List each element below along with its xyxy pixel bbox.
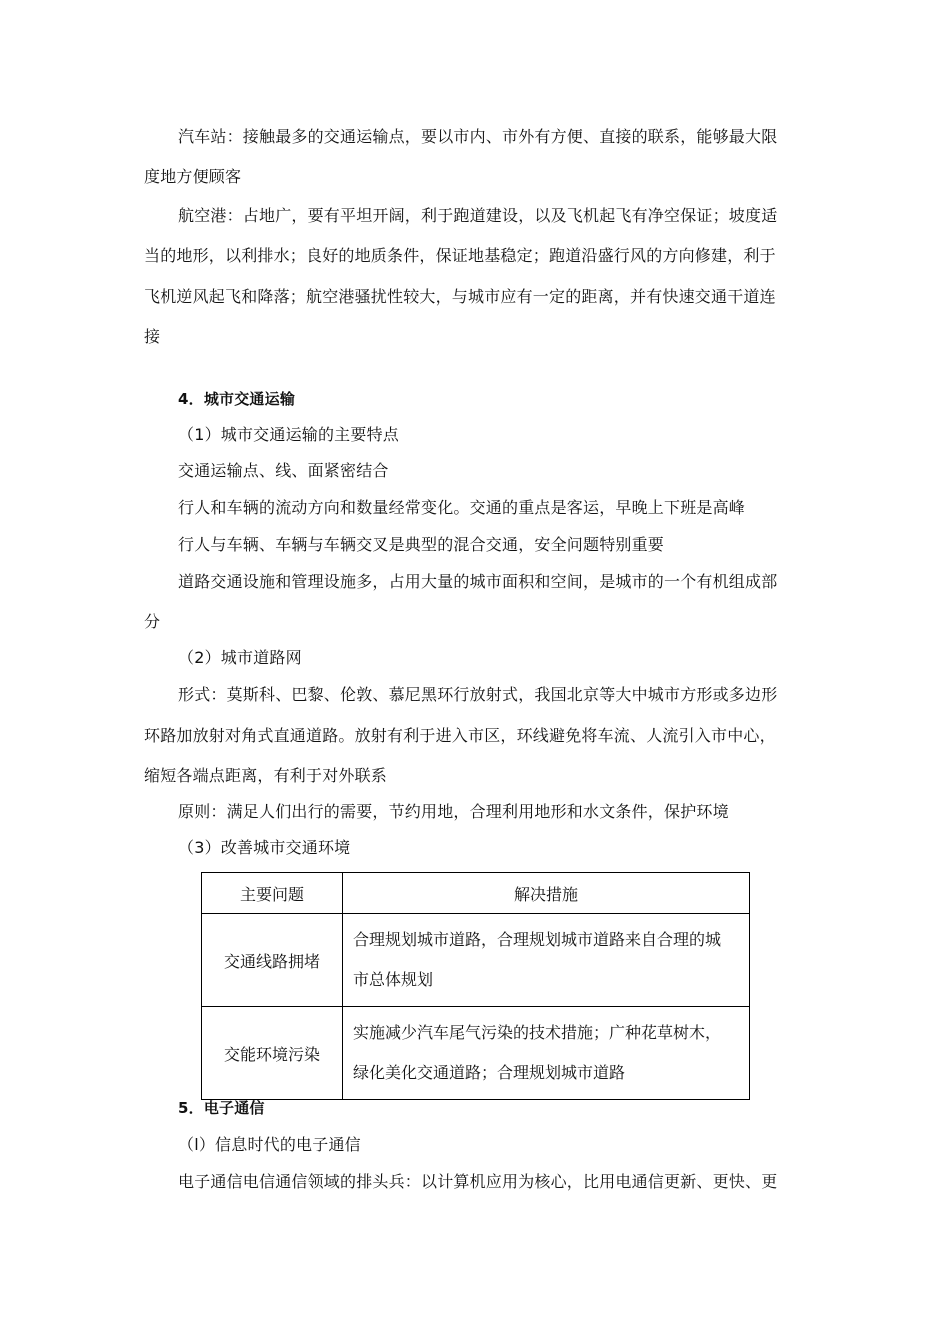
text-line: 道路交通设施和管理设施多，占用大量的城市面积和空间，是城市的一个有机组成部 [178, 572, 778, 591]
text-line: 汽车站：接触最多的交通运输点，要以市内、市外有方便、直接的联系，能够最大限 [178, 127, 778, 146]
table-header-cell: 主要问题 [202, 873, 343, 914]
text-line: 交通运输点、线、面紧密结合 [178, 461, 389, 480]
table-row [202, 914, 750, 1007]
table-header-cell: 解决措施 [343, 873, 750, 914]
text-line: 原则：满足人们出行的需要，节约用地，合理利用地形和水文条件，保护环境 [178, 802, 729, 821]
text-line: 分 [144, 612, 161, 631]
text-line: 环路加放射对角式直通道路。放射有利于进入市区，环线避免将车流、人流引入市中心， [144, 726, 776, 745]
text-line: 航空港：占地广，要有平坦开阔，利于跑道建设，以及飞机起飞有净空保证；坡度适 [178, 206, 778, 225]
table-cell-problem: 交能环境污染 [202, 1007, 343, 1100]
text-line: 电子通信电信通信领域的排头兵：以计算机应用为核心，比用电通信更新、更快、更 [178, 1172, 778, 1191]
subsection-heading: （1）城市交通运输的主要特点 [178, 425, 399, 444]
table-cell-problem: 交通线路拥堵 [202, 914, 343, 1007]
text-line: 缩短各端点距离，有利于对外联系 [144, 766, 388, 785]
text-line: 行人和车辆的流动方向和数量经常变化。交通的重点是客运，早晚上下班是高峰 [178, 498, 746, 517]
traffic-solutions-table [201, 872, 750, 1100]
table-header-row [202, 873, 750, 914]
subsection-heading: （3）改善城市交通环境 [178, 838, 351, 857]
text-line: 度地方便顾客 [144, 167, 242, 186]
table-cell-measure [343, 1007, 750, 1100]
section-heading: 5．电子通信 [178, 1099, 265, 1117]
text-line: 当的地形，以利排水；良好的地质条件，保证地基稳定；跑道沿盛行风的方向修建，利于 [144, 246, 776, 265]
text-line: 行人与车辆、车辆与车辆交叉是典型的混合交通，安全问题特别重要 [178, 535, 665, 554]
text-line: 飞机逆风起飞和降落；航空港骚扰性较大，与城市应有一定的距离，并有快速交通干道连 [144, 287, 776, 306]
table-cell-measure [343, 914, 750, 1007]
section-heading: 4．城市交通运输 [178, 390, 296, 408]
measure-line: 合理规划城市道路，合理规划城市道路来自合理的城 [353, 930, 722, 949]
text-line: 形式：莫斯科、巴黎、伦敦、慕尼黑环行放射式，我国北京等大中城市方形或多边形 [178, 685, 778, 704]
measure-line: 绿化美化交通道路；合理规划城市道路 [353, 1063, 626, 1082]
subsection-heading: （l）信息时代的电子通信 [178, 1135, 361, 1154]
table-row [202, 1007, 750, 1100]
measure-line: 实施减少汽车尾气污染的技术措施；广种花草树木， [353, 1023, 722, 1042]
subsection-heading: （2）城市道路网 [178, 648, 302, 667]
text-line: 接 [144, 327, 161, 346]
measure-line: 市总体规划 [353, 970, 434, 989]
